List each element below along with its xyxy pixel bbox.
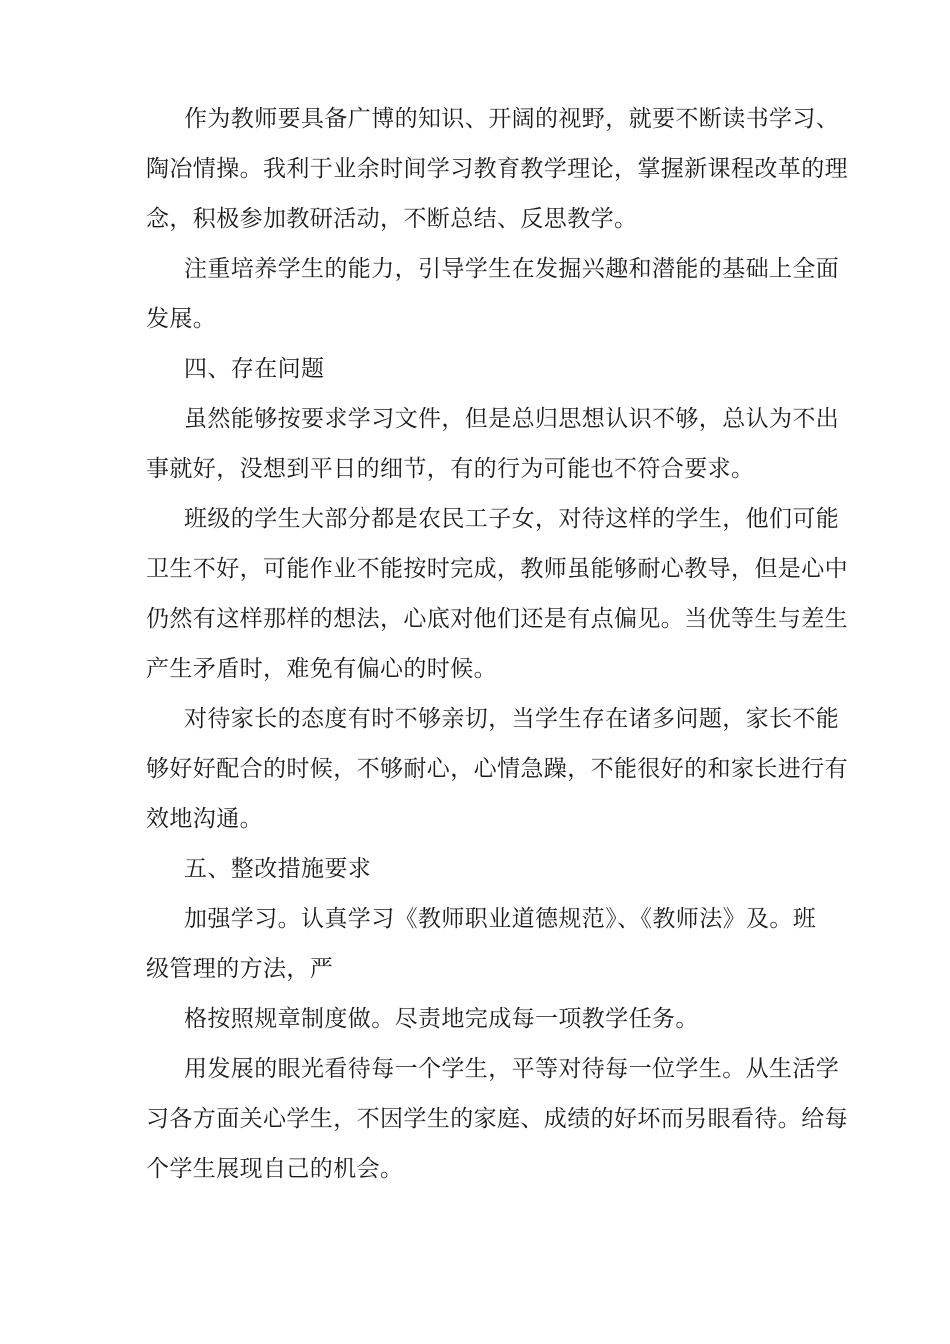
paragraph-line: 效地沟通。 [146, 806, 263, 832]
paragraph-line: 念，积极参加教研活动，不断总结、反思教学。 [146, 206, 638, 232]
paragraph-line: 够好好配合的时候，不够耐心，心情急躁，不能很好的和家长进行有 [146, 756, 848, 782]
paragraph-line: 用发展的眼光看待每一个学生，平等对待每一位学生。从生活学 [184, 1056, 840, 1082]
paragraph-line: 仍然有这样那样的想法，心底对他们还是有点偏见。当优等生与差生 [146, 606, 848, 632]
paragraph-line: 习各方面关心学生，不因学生的家庭、成绩的好坏而另眼看待。给每 [146, 1106, 848, 1132]
paragraph-line: 个学生展现自己的机会。 [146, 1156, 404, 1182]
paragraph-line: 产生矛盾时，难免有偏心的时候。 [146, 656, 497, 682]
paragraph-line: 卫生不好，可能作业不能按时完成，教师虽能够耐心教导，但是心中 [146, 556, 848, 582]
paragraph-line: 对待家长的态度有时不够亲切，当学生存在诸多问题，家长不能 [184, 706, 840, 732]
section-heading: 四、存在问题 [184, 356, 325, 382]
paragraph-line: 注重培养学生的能力，引导学生在发掘兴趣和潜能的基础上全面 [184, 256, 840, 282]
paragraph-line: 事就好，没想到平日的细节，有的行为可能也不符合要求。 [146, 456, 755, 482]
section-heading: 五、整改措施要求 [184, 856, 372, 882]
paragraph-line: 班级的学生大部分都是农民工子女，对待这样的学生，他们可能 [184, 506, 840, 532]
paragraph-line: 发展。 [146, 306, 217, 332]
paragraph-line: 加强学习。认真学习《教师职业道德规范》、《教师法》及。班 [184, 906, 817, 932]
paragraph-line: 虽然能够按要求学习文件，但是总归思想认识不够，总认为不出 [184, 406, 840, 432]
paragraph-line: 格按照规章制度做。尽责地完成每一项教学任务。 [184, 1006, 699, 1032]
paragraph-line: 作为教师要具备广博的知识、开阔的视野，就要不断读书学习、 [184, 106, 840, 132]
paragraph-line: 级管理的方法，严 [146, 956, 334, 982]
paragraph-line: 陶冶情操。我利于业余时间学习教育教学理论，掌握新课程改革的理 [146, 156, 848, 182]
